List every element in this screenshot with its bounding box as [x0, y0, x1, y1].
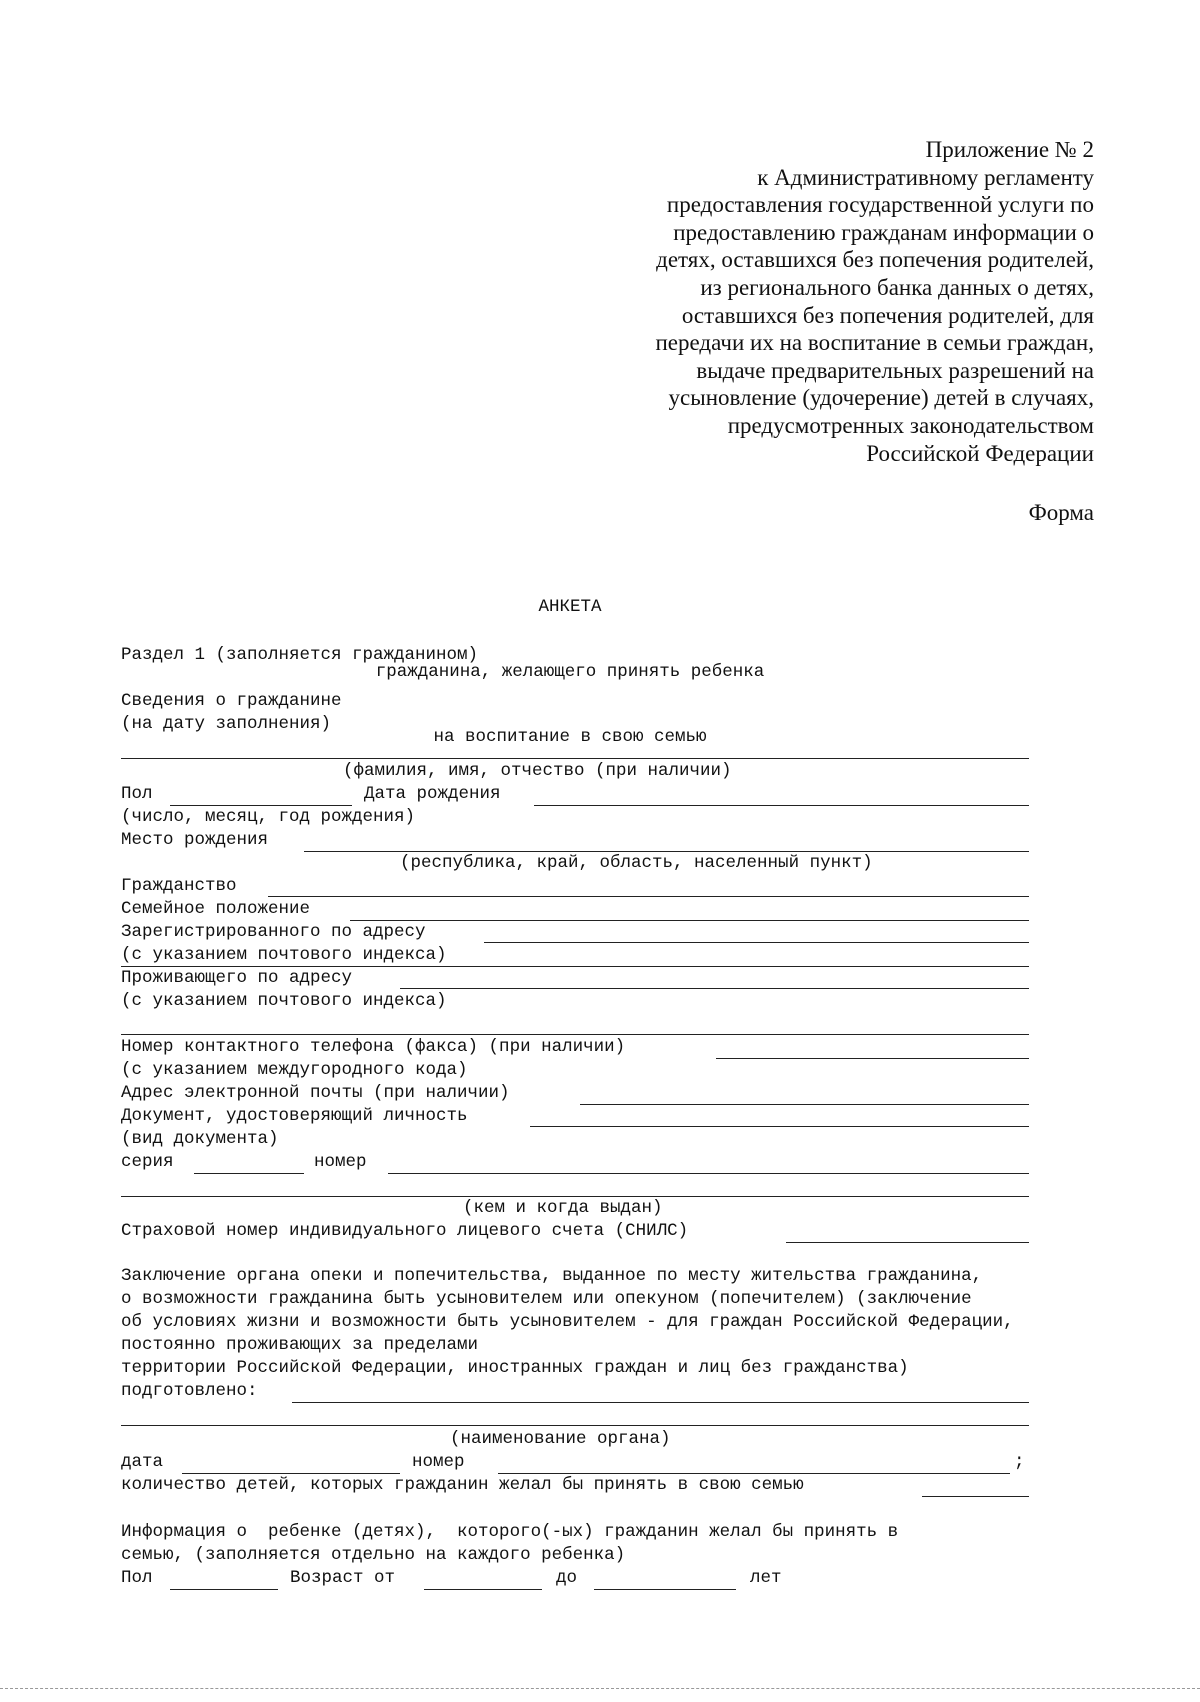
title-line: на воспитание в свою семью: [433, 727, 707, 747]
residing-address-label: Проживающего по адресу: [121, 968, 353, 988]
number-label: номер: [314, 1152, 367, 1172]
child-info-text-line: Информация о ребенке (детях), которого(-ых) гражданин желал бы принять в: [121, 1522, 899, 1542]
conclusion-text-line: об условиях жизни и возможности быть усыновителем - для граждан Российской Федерации,: [121, 1312, 1014, 1332]
snils-label: Страховой номер индивидуального лицевого счета (СНИЛС): [121, 1221, 689, 1241]
appendix-line: выдаче предварительных разрешений на: [696, 357, 1094, 383]
conclusion-text-line: Заключение органа опеки и попечительства, выданное по месту жительства гражданина,: [121, 1266, 983, 1286]
birthplace-label: Место рождения: [121, 830, 269, 850]
fio-caption: (фамилия, имя, отчество (при наличии): [343, 761, 732, 781]
fio-field-line[interactable]: [121, 758, 1029, 759]
child-info-text-line: семью, (заполняется отдельно на каждого ребенка): [121, 1545, 626, 1565]
age-from-field-line[interactable]: [424, 1589, 542, 1590]
registered-address-label: Зарегистрированного по адресу: [121, 922, 426, 942]
email-label: Адрес электронной почты (при наличии): [121, 1083, 510, 1103]
semicolon: ;: [1014, 1452, 1025, 1472]
prepared-field-line[interactable]: [292, 1402, 1029, 1403]
citizenship-field-line[interactable]: [268, 896, 1029, 897]
sex-label: Пол: [121, 784, 153, 804]
title-line: АНКЕТА: [538, 597, 602, 617]
child-sex-field-line[interactable]: [170, 1589, 278, 1590]
age-from-label: Возраст от: [290, 1568, 396, 1588]
form-label: Форма: [1028, 500, 1094, 525]
marital-field-line[interactable]: [350, 920, 1029, 921]
years-label: лет: [750, 1568, 782, 1588]
age-to-label: до: [556, 1568, 578, 1588]
appendix-line: к Административному регламенту: [757, 164, 1094, 190]
child-sex-label: Пол: [121, 1568, 153, 1588]
appendix-line: Приложение № 2: [925, 137, 1094, 162]
id-document-field-line[interactable]: [530, 1126, 1029, 1127]
conclusion-text-line: территории Российской Федерации, иностранных граждан и лиц без гражданства): [121, 1358, 909, 1378]
birthdate-field-line[interactable]: [534, 805, 1029, 806]
appendix-header: [574, 136, 1094, 467]
form-title: [0, 553, 1140, 792]
series-label: серия: [121, 1152, 174, 1172]
appendix-line: предусмотренных законодательством: [727, 412, 1094, 438]
info-heading: Сведения о гражданине: [121, 691, 342, 711]
email-field-line[interactable]: [580, 1104, 1029, 1105]
snils-field-line[interactable]: [786, 1242, 1029, 1243]
conclusion-text-line: постоянно проживающих за пределами: [121, 1335, 479, 1355]
registered-address-field-line[interactable]: [484, 942, 1029, 943]
id-document-hint: (вид документа): [121, 1129, 279, 1149]
age-to-field-line[interactable]: [594, 1589, 736, 1590]
children-count-field-line[interactable]: [922, 1496, 1029, 1497]
birthplace-caption: (республика, край, область, населенный пункт): [400, 853, 873, 873]
marital-label: Семейное положение: [121, 899, 311, 919]
residing-address-field-line[interactable]: [400, 988, 1029, 989]
number2-label: номер: [412, 1452, 465, 1472]
info-subheading: (на дату заполнения): [121, 714, 332, 734]
appendix-line: оставшихся без попечения родителей, для: [681, 302, 1094, 328]
date-label: дата: [121, 1452, 164, 1472]
organ-caption: (наименование органа): [450, 1429, 671, 1449]
citizenship-label: Гражданство: [121, 876, 237, 896]
organ-field-line[interactable]: [121, 1425, 1029, 1426]
phone-hint: (с указанием междугородного кода): [121, 1060, 468, 1080]
residing-address-field-line-2[interactable]: [121, 1034, 1029, 1035]
number-field-line[interactable]: [388, 1173, 1029, 1174]
appendix-line: предоставления государственной услуги по: [666, 192, 1094, 218]
section-heading: Раздел 1 (заполняется гражданином): [121, 645, 479, 665]
appendix-line: Российской Федерации: [866, 440, 1094, 466]
appendix-line: из регионального банка данных о детях,: [700, 274, 1094, 300]
phone-field-line[interactable]: [716, 1058, 1029, 1059]
title-line: гражданина, желающего принять ребенка: [375, 662, 765, 682]
series-field-line[interactable]: [194, 1173, 304, 1174]
id-document-label: Документ, удостоверяющий личность: [121, 1106, 468, 1126]
appendix-line: усыновление (удочерение) детей в случаях,: [668, 385, 1094, 411]
birthdate-hint: (число, месяц, год рождения): [121, 807, 416, 827]
page-bottom-divider: [0, 1688, 1200, 1689]
postal-hint: (с указанием почтового индекса): [121, 991, 447, 1011]
appendix-line: передачи их на воспитание в семьи граждан,: [655, 330, 1094, 356]
issued-by-caption: (кем и когда выдан): [463, 1198, 663, 1218]
prepared-label: подготовлено:: [121, 1381, 258, 1401]
phone-label: Номер контактного телефона (факса) (при наличии): [121, 1037, 626, 1057]
postal-hint: (с указанием почтового индекса): [121, 945, 447, 965]
appendix-line: предоставлению гражданам информации о: [673, 219, 1094, 245]
appendix-line: детях, оставшихся без попечения родителей,: [656, 247, 1094, 273]
children-count-label: количество детей, которых гражданин желал бы принять в свою семью: [121, 1475, 804, 1495]
birthdate-label: Дата рождения: [364, 784, 501, 804]
conclusion-text-line: о возможности гражданина быть усыновителем или опекуном (попечителем) (заключение: [121, 1289, 972, 1309]
